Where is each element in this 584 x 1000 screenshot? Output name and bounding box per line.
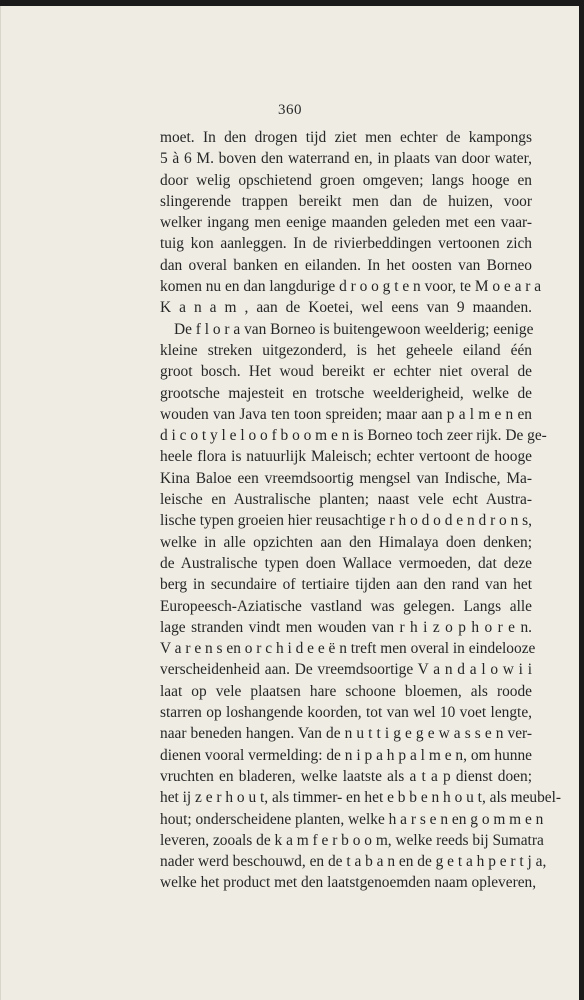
text-line: welker ingang men eenige maanden geleden met een vaar- bbox=[160, 214, 532, 232]
text-line: verscheidenheid aan. De vreemdsoortige V a n d a l o w i i bbox=[160, 661, 532, 679]
page-number: 360 bbox=[278, 102, 302, 118]
text-line: komen nu en dan langdurige d r o o g t e n voor, te M o e a r a bbox=[160, 278, 542, 296]
text-line: grootsche majesteit en trotsche weelderigheid, welke de bbox=[160, 384, 532, 402]
text-line: nader werd beschouwd, en de t a b a n en de g e t a h p e r t j a, bbox=[160, 853, 547, 871]
text-line: berg in secundaire of tertiaire tijden aan den rand van het bbox=[160, 576, 532, 594]
book-page bbox=[0, 6, 579, 1000]
text-line: hout; onderscheidene planten, welke h a r s e n en g o m m e n bbox=[160, 810, 544, 828]
text-line: d i c o t y l e l o o f b o o m e n is Borneo toch zeer rijk. De ge- bbox=[160, 427, 547, 445]
text-line: groot bosch. Het woud bereikt er echter niet overal de bbox=[160, 363, 532, 381]
text-line: De f l o r a van Borneo is buitengewoon weelderig; eenige bbox=[174, 320, 534, 338]
text-line: door welig opschietend groen omgeven; langs hooge en bbox=[160, 171, 532, 189]
text-line: leische en Australische planten; naast vele echt Austra- bbox=[160, 491, 532, 509]
text-line: slingerende trappen bereikt men dan de huizen, voor bbox=[160, 192, 532, 210]
text-line: V a r e n s en o r c h i d e e ë n treft men overal in eindelooze bbox=[160, 640, 536, 658]
text-line: lage stranden vindt men wouden van r h i z o p h o r e n. bbox=[160, 618, 532, 636]
text-line: starren op loshangende koorden, tot van wel 10 voet lengte, bbox=[160, 704, 532, 722]
text-line: kleine streken uitgezonderd, is het geheele eiland één bbox=[160, 341, 532, 359]
text-line: tuig kon aanleggen. In de rivierbeddingen vertoonen zich bbox=[160, 235, 532, 253]
text-line: lische typen groeien hier reusachtige r h o d o d e n d r o n s, bbox=[160, 512, 532, 530]
text-line: vruchten en bladeren, welke laatste als a t a p dienst doen; bbox=[160, 767, 532, 785]
text-line: heele flora is natuurlijk Maleisch; echter vertoont de hooge bbox=[160, 448, 532, 466]
text-line: moet. In den drogen tijd ziet men echter de kampongs bbox=[160, 129, 532, 146]
text-line: dienen vooral vermelding: de n i p a h p a l m e n, om hunne bbox=[160, 746, 532, 764]
text-line: de Australische typen doen Wallace vermoeden, dat deze bbox=[160, 554, 532, 572]
text-line: 5 à 6 M. boven den waterrand en, in plaats van door water, bbox=[160, 150, 532, 168]
text-line: welke in alle opzichten aan den Himalaya doen denken; bbox=[160, 533, 532, 551]
text-line: leveren, zooals de k a m f e r b o o m, welke reeds bij Sumatra bbox=[160, 831, 544, 849]
text-line: laat op vele plaatsen hare schoone bloemen, als roode bbox=[160, 682, 532, 700]
text-line: wouden van Java ten toon spreiden; maar aan p a l m e n en bbox=[160, 405, 532, 423]
text-line: K a n a m , aan de Koetei, wel eens van 9 maanden. bbox=[160, 299, 532, 317]
text-line: Europeesch-Aziatische vastland was gelegen. Langs alle bbox=[160, 597, 532, 615]
text-line: naar beneden hangen. Van de n u t t i g e g e w a s s e n ver- bbox=[160, 725, 532, 743]
body-text bbox=[160, 127, 562, 894]
text-line: welke het product met den laatstgenoemden naam opleveren, bbox=[160, 874, 537, 892]
text-line: het ij z e r h o u t, als timmer- en het e b b e n h o u t, als meubel- bbox=[160, 789, 562, 807]
text-line: dan overal banken en eilanden. In het oosten van Borneo bbox=[160, 256, 532, 274]
text-line: Kina Baloe een vreemdsoortig mengsel van Indische, Ma- bbox=[160, 469, 532, 487]
